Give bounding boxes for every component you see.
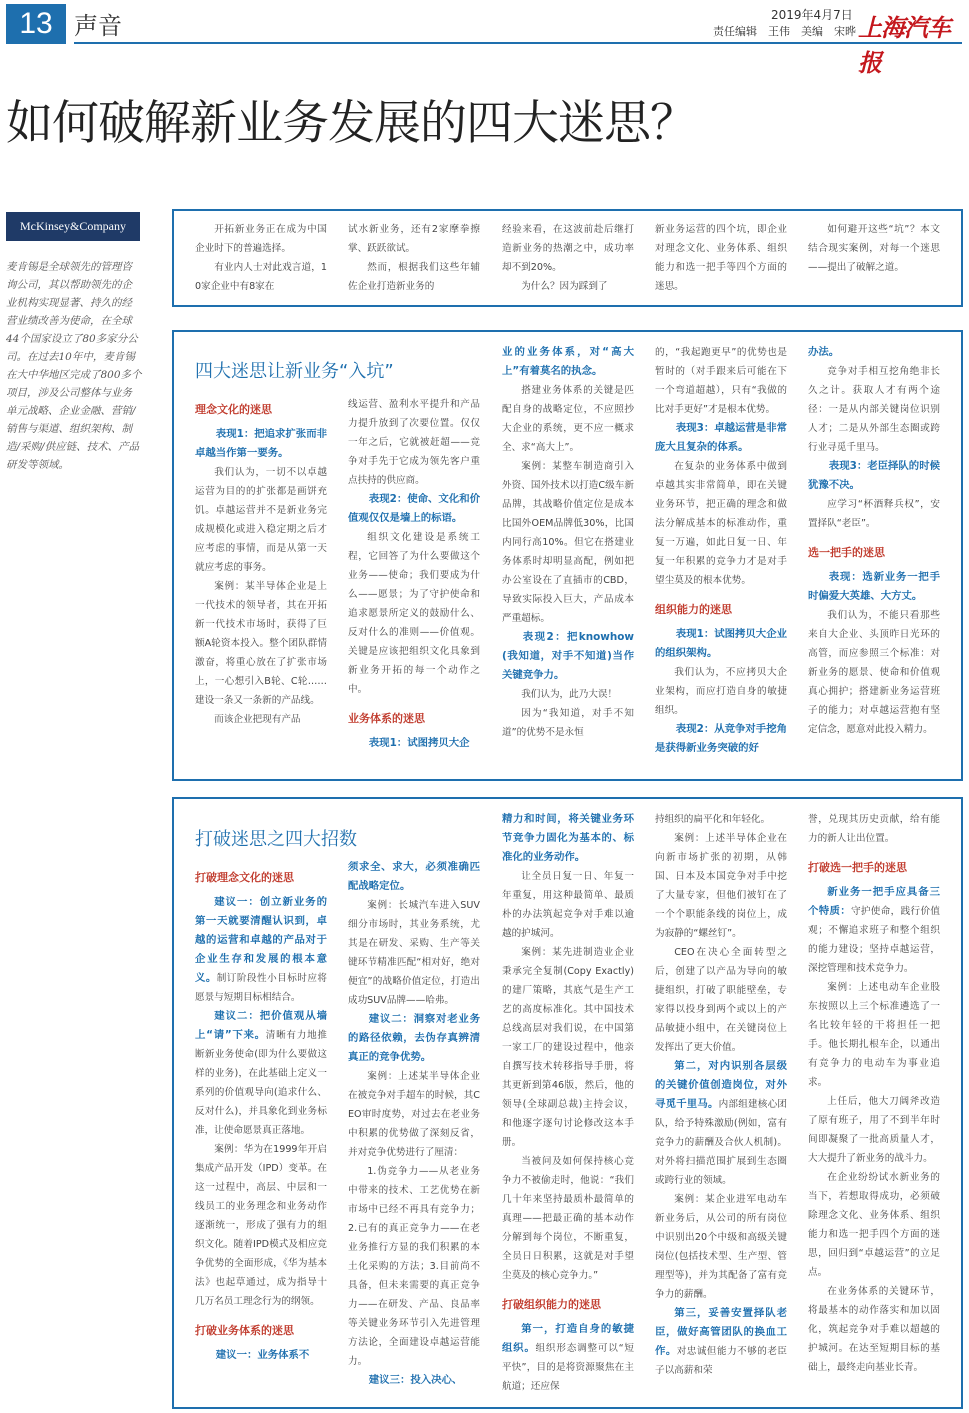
body-text: 我们认为，不能只看那些来自大企业、头顶昨日光环的高管，而应参照三个标准：对新业务的愿景、使命和价值观真心拥护；搭建新业务运营班子的能力；对卓越运营抱有坚定信念，愿意对此投入精力。 — [808, 610, 940, 735]
body-text: 案例：华为在1999年开启集成产品开发（IPD）变革。在这一过程中，高层、中层和一线员工的业务理念和业务动作逐渐统一，形成了强有力的组织文化。随着IPD模式及相应竞争优势的全面形成，《华为基本法》也起草通过，成为指导十几万名员工理念行为的纲领。 — [195, 1144, 327, 1307]
body-text: 案例：长城汽车进入SUV细分市场时，其业务系统，尤其是在研发、采购、生产等关键环节精准匹配“相对好，绝对便宜”的战略价值定位，打造出成功SUV品牌——哈弗。 — [348, 900, 480, 1006]
body-text: 我们认为，不应拷贝大企业架构，而应打造自身的敏捷组织。 — [655, 667, 787, 716]
highlight-text: 建议二：把价值观从墙上“请”下来。 — [195, 1010, 327, 1041]
lead-text: 试水新业务，还有2家摩拳擦掌、跃跃欲试。 — [348, 224, 480, 254]
highlight-text: 表现1：试图拷贝大企 — [368, 737, 470, 749]
body-text: 组织文化建设是系统工程，它回答了为什么要做这个业务——使命；我们要成为什么——愿景；为了守护使命和追求愿景所定义的鼓励什么、反对什么的准则——价值观。关键是应该把组织文化具象到新业务开拓的每一个动作之中。 — [348, 532, 480, 695]
body-text: 案例：上述电动车企业股东按照以上三个标准遴选了一名比较年轻的干将担任一把手。他长期扎根车企，以通出有竞争力的电动车为事业追求。 — [808, 982, 940, 1088]
sec2-column-1 — [195, 820, 357, 1402]
subheading: 打破组织能力的迷思 — [502, 1298, 601, 1311]
body-text: 对忠诚但能力不够的老臣子以高薪和荣 — [655, 1346, 788, 1376]
body-text: 1.伪竞争力——从老业务中带来的技术、工艺优势在新市场中已经不再具有竞争力；2.已有的真正竞争力——在老业务推行方显的我们积累的本土化采购的方法；3.目前尚不具备，但未来需要的真正竞争力——在研发、产品、良品率等关键业务环节引入先进管理方法论，全面建设卓越运营能力。 — [348, 1166, 480, 1367]
sec2-column-5 — [808, 810, 940, 1402]
subheading: 打破业务体系的迷思 — [195, 1324, 294, 1337]
body-text: 制订阶段性小目标时应将愿景与短期目标相结合。 — [195, 973, 328, 1003]
editor-credits: 责任编辑 王伟 美编 宋晔 — [713, 25, 856, 38]
body-text: 誉，兑现其历史贡献，给有能力的新人让出位置。 — [808, 814, 940, 844]
body-text: 我们认为，一切不以卓越运营为目的的扩张都是画饼充饥。卓越运营并不是新业务完成规模化或进入稳定期之后才应考虑的事情，而是从第一天就应考虑的事务。 — [195, 467, 327, 573]
subheading: 业务体系的迷思 — [348, 712, 425, 725]
body-text: CEO在决心全面转型之后，创建了以产品为导向的敏捷组织，打破了职能壁垒，专家得以投身到两个或以上的产品敏捷小组中，在关键岗位上发挥出了更大价值。 — [655, 947, 787, 1053]
sec1-column-3 — [502, 343, 634, 772]
section1-heading: 四大迷思让新业务“入坑” — [195, 361, 394, 382]
issue-date: 2019年4月7日 — [771, 8, 853, 22]
body-text: 案例：某企业进军电动车新业务后，从公司的所有岗位中识别出20个中级和高级关键岗位(包括技术型、生产型、管理型等)，并为其配备了富有竞争力的薪酬。 — [655, 1194, 787, 1300]
subheading: 打破理念文化的迷思 — [195, 871, 294, 884]
page-number: 13 — [6, 4, 66, 44]
lead-column-4 — [655, 220, 787, 300]
body-text: 内部组建核心团队，给予特殊激励(例如，富有竞争力的薪酬及合伙人机制)。对外将扫描范围扩展到生态圈或跨行业的领域。 — [655, 1099, 787, 1186]
sec2-column-2 — [348, 858, 480, 1402]
lead-column-3 — [502, 220, 634, 300]
body-text: 让全员日复一日、年复一年重复，用这种最简单、最质朴的办法筑起竞争对手难以逾越的护城河。 — [502, 871, 634, 939]
highlight-text: 业的业务体系，对“高大上”有着莫名的执念。 — [502, 346, 634, 377]
sec2-column-3 — [502, 810, 634, 1402]
body-text: 在企业纷纷试水新业务的当下，若想取得成功，必须破除理念文化、业务体系、组织能力和选一把手四个方面的迷思，回归到“卓越运营”的立足点。 — [808, 1172, 940, 1278]
highlight-text: 须求全、求大，必须准确匹配战略定位。 — [348, 861, 480, 892]
highlight-text: 新业务一把手应具备三个特质： — [808, 886, 940, 917]
lead-text: 开拓新业务正在成为中国企业时下的普遍选择。 — [195, 224, 327, 254]
mckinsey-brand-badge: McKinsey&Company — [6, 212, 140, 241]
section2-heading: 打破迷思之四大招数 — [195, 829, 357, 850]
section-name: 声音 — [74, 12, 122, 40]
article-title: 如何破解新业务发展的四大迷思？ — [6, 96, 696, 151]
body-text: 持组织的扁平化和年轻化。 — [655, 814, 771, 825]
highlight-text: 表现2：使命、文化和价值观仅仅是墙上的标语。 — [348, 493, 480, 524]
body-text: 在复杂的业务体系中做到卓越其实非常简单，即在关键业务环节，把正确的理念和做法分解成基本的标准动作，重复一万遍，如此日复一日、年复一年积累的竞争力才是对手望尘莫及的根本优势。 — [655, 461, 787, 586]
subheading: 组织能力的迷思 — [655, 603, 732, 616]
lead-column-1 — [195, 220, 327, 300]
author-intro: 麦肯锡是全球领先的管理咨询公司，其以帮助领先的企业机构实现显著、持久的经营业绩改善为使命，在全球44个国家设立了80多家分公司。在过去10年中，麦肯锡在大中华地区完成了800多个项目，涉及公司整体与业务单元战略、企业金融、营销/销售与渠道、组织架构、制造/采购/供应链、技术、产品研发等领域。 — [6, 261, 142, 471]
sec1-column-5 — [808, 343, 940, 772]
body-text: 竞争对手相互挖角绝非长久之计。获取人才有两个途径：一是从内部关键岗位识别人才；二是从外部生态圈或跨行业寻觅千里马。 — [808, 366, 940, 453]
highlight-text: 表现1：试图拷贝大企业的组织架构。 — [655, 628, 787, 659]
page-header — [0, 0, 969, 77]
highlight-text: 建议三：投入决心、 — [368, 1374, 463, 1386]
highlight-text: 第二，对内识别各层级的关键价值创造岗位，对外寻觅千里马。 — [655, 1060, 787, 1110]
body-text: 清晰有力地推断新业务使命(即为什么要做这样的业务)，在此基础上定义一系列的价值观导向(追求什么、反对什么)，并具象化到业务标准，让使命愿景真正落地。 — [195, 1030, 327, 1136]
body-text: 案例：某整车制造商引入外资、国外技术以打造C级车新品牌，其战略价值定位是成本比国外OEM品牌低30%，比国内同行高10%。但它在搭建业务体系时却明显高配，例如把办公室设在了直插市的CBD，导致实际投入巨大，产品成本严重超标。 — [502, 461, 634, 624]
body-text: 在业务体系的关键环节，将最基本的动作落实和加以固化，筑起竞争对手难以超越的护城河。在达至短期目标的基础上，最终走向基业长青。 — [808, 1286, 940, 1373]
body-text: 案例：某半导体企业是上一代技术的领导者，其在开拓新一代技术市场时，获得了巨额A轮资本投入。整个团队群情激奋，将重心放在了扩张市场上，一心想引入B轮、C轮……建设一条又一条新的产品线。 — [195, 581, 327, 706]
body-text: 而该企业把现有产品 — [214, 714, 301, 725]
sec1-column-2 — [348, 395, 480, 772]
body-text: 搭建业务体系的关键是匹配自身的战略定位，不应照抄大企业的系统，更不应一概求全、求“高大上”。 — [502, 385, 634, 453]
highlight-text: 表现3：老臣择队的时候犹豫不决。 — [808, 460, 940, 491]
highlight-text: 表现1：把追求扩张而非卓越当作第一要务。 — [195, 428, 327, 459]
highlight-text: 精力和时间，将关键业务环节竞争力固化为基本的、标准化的业务动作。 — [502, 813, 634, 863]
lead-text: 经验来看，在这波前赴后继打造新业务的热潮之中，成功率却不到20%。 — [502, 224, 634, 273]
highlight-text: 办法。 — [808, 346, 840, 358]
highlight-text: 建议一：创立新业务的第一天就要清醒认识到，卓越的运营和卓越的产品对于企业生存和发展的根本意义。 — [195, 896, 327, 984]
highlight-text: 表现3：卓越运营是非常庞大且复杂的体系。 — [655, 422, 787, 453]
highlight-text: 表现：选新业务一把手时偏爱大英雄、大方丈。 — [808, 571, 940, 602]
body-text: 守护使命，践行价值观；不懈追求班子和整个组织的能力建设；坚持卓越运营，深挖管理和技术竞争力。 — [808, 906, 941, 974]
lead-text: 有业内人士对此戏言道，10家企业中有8家在 — [195, 262, 327, 292]
header-rule — [74, 42, 962, 44]
newspaper-logo: 上海汽车报 — [858, 13, 950, 77]
highlight-text: 表现2：把knowhow(我知道，对手不知道)当作关键竞争力。 — [502, 631, 634, 681]
sec1-column-4 — [655, 343, 787, 772]
subheading: 理念文化的迷思 — [195, 403, 272, 416]
highlight-text: 建议一：业务体系不 — [215, 1349, 310, 1361]
highlight-text: 第一，打造自身的敏捷组织。 — [502, 1323, 634, 1354]
highlight-text: 表现2：从竞争对手挖角是获得新业务突破的好 — [655, 723, 787, 754]
highlight-text: 第三，妥善安置择队老臣，做好高管团队的换血工作。 — [655, 1307, 787, 1357]
subheading: 打破选一把手的迷思 — [808, 861, 907, 874]
lead-text: 如何避开这些“坑”？本文结合现实案例，对每一个迷思——提出了破解之道。 — [808, 224, 940, 273]
body-text: 上任后，他大刀阔斧改造了原有班子，用了不到半年时间即凝聚了一批高质量人才，大大提升了新业务的战斗力。 — [808, 1096, 940, 1164]
lead-text: 为什么？因为踩到了 — [521, 281, 608, 292]
body-text: 案例：上述某半导体企业在被竞争对手超车的时候，其CEO审时度势，对过去在老业务中积累的优势做了深刻反省，并对竞争优势进行了厘清： — [348, 1071, 480, 1158]
body-text: 线运营、盈利水平提升和产品力提升放到了次要位置。仅仅一年之后，它就被赶超——竞争对手先于它成为领先客户重点扶持的供应商。 — [348, 399, 480, 486]
subheading: 选一把手的迷思 — [808, 546, 885, 559]
body-text: 案例：某先进制造业企业秉承完全复制(Copy Exactly)的建厂策略，其底气是生产工艺的高度标准化。其中国技术总线高层对我们说，在中国第一家工厂的建设过程中，他亲自撰写技术转移指导手册，将其更新到第46版，然后，他的领导(全球副总裁)主持会议，和他逐字逐句讨论修改这本手册。 — [502, 947, 634, 1148]
sec2-column-4 — [655, 810, 787, 1402]
lead-column-2 — [348, 220, 480, 300]
body-text: 当被问及如何保持核心竞争力不被偷走时，他说：“我们几十年来坚持最质朴最简单的真理——把最正确的基本动作分解到每个岗位，不断重复，全员日日积累，这就是对手望尘莫及的核心竞争力。” — [502, 1156, 634, 1281]
body-text: 的，“我起跑更早”的优势也是暂时的（对手跟来后可能在下一个弯道超越），只有“我做的比对手更好”才是根本优势。 — [655, 347, 787, 415]
body-text: 组织形态调整可以“短平快”，目的是将资源聚焦在主航道；还应保 — [502, 1343, 634, 1392]
lead-text: 新业务运营的四个坑，即企业对理念文化、业务体系、组织能力和选一把手等四个方面的迷思。 — [655, 224, 787, 292]
body-text: 因为“我知道，对手不知道”的优势不是永恒 — [502, 708, 634, 738]
body-text: 应学习“杯酒释兵权”，安置择队“老臣”。 — [808, 499, 940, 529]
body-text: 我们认为，此乃大误！ — [521, 689, 618, 700]
highlight-text: 建议二：洞察对老业务的路径依赖，去伪存真辨清真正的竞争优势。 — [348, 1013, 480, 1063]
lead-column-5 — [808, 220, 940, 300]
body-text: 案例：上述半导体企业在向新市场扩张的初期，从韩国、日本及本国竞争对手中挖了大量专家，但他们被钉在了一个个职能条线的岗位上，成为寂静的“螺丝钉”。 — [655, 833, 787, 939]
lead-text: 然而，根据我们这些年辅佐企业打造新业务的 — [348, 262, 480, 292]
